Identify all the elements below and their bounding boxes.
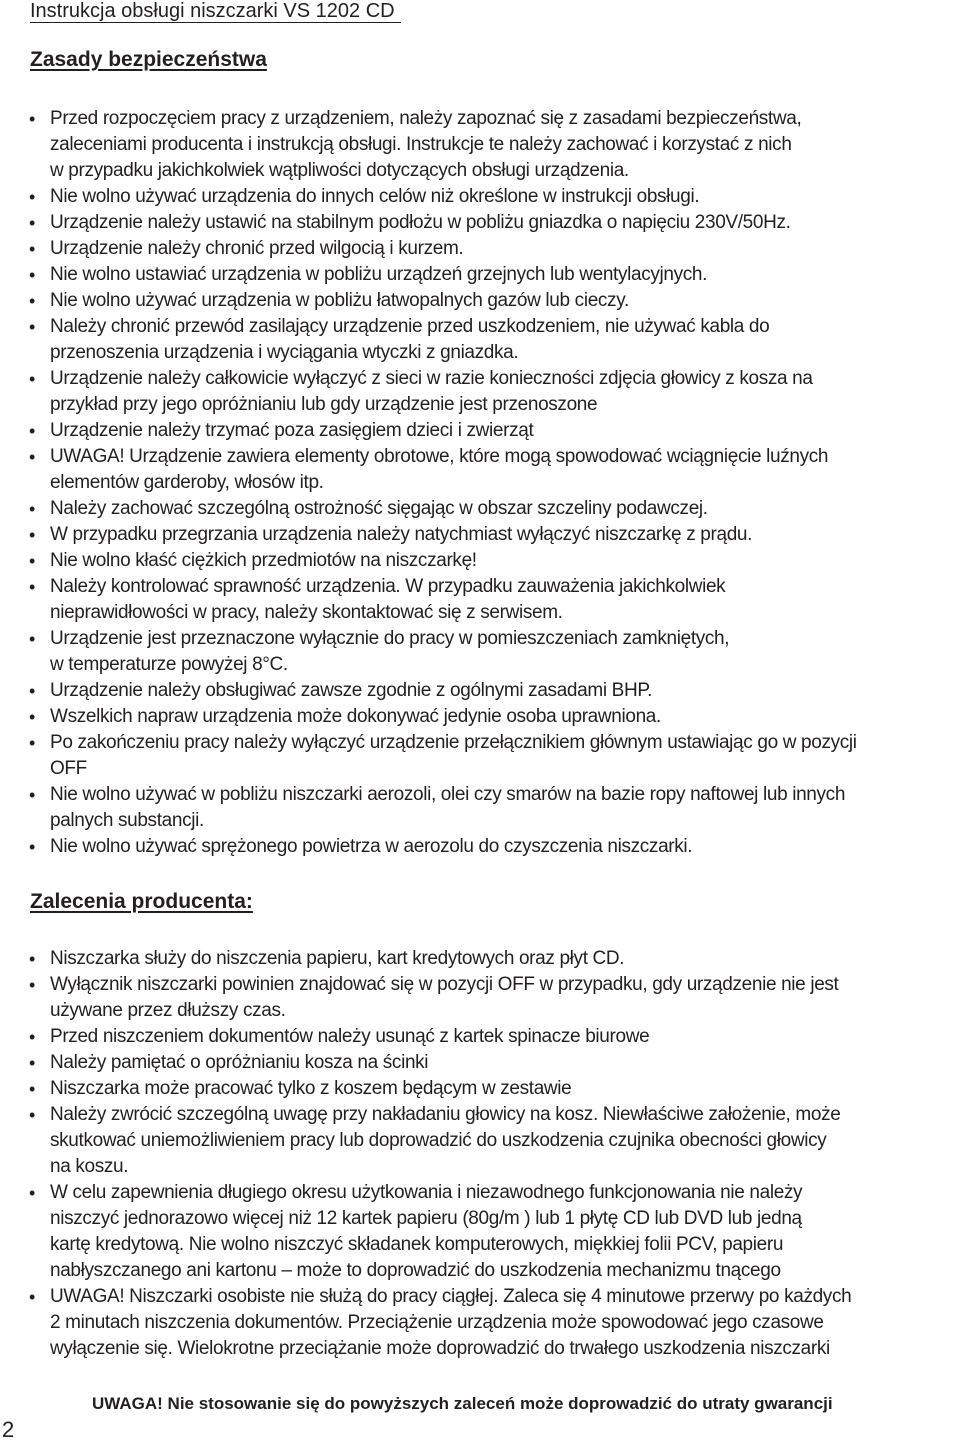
safety-item-line: • W przypadku przegrzania urządzenia należy natychmiast wyłączyć niszczarkę z prądu.	[28, 522, 956, 548]
recommendation-item-line: używane przez dłuższy czas.	[50, 1000, 286, 1021]
safety-item-line: • Nie wolno używać sprężonego powietrza w aerozolu do czyszczenia niszczarki.	[28, 834, 956, 860]
safety-item-line: • Nie wolno używać w pobliżu niszczarki aerozoli, olei czy smarów na bazie ropy naftowej lub innych	[28, 782, 956, 808]
safety-item-line: • Nie wolno używać urządzenia do innych celów niż określone w instrukcji obsługi.	[28, 184, 956, 210]
safety-item-line: elementów garderoby, włosów itp.	[50, 472, 324, 493]
safety-item-line: • Należy zachować szczególną ostrożność sięgając w obszar szczeliny podawczej.	[28, 496, 956, 522]
recommendation-item-line: niszczyć jednorazowo więcej niż 12 kartek papieru (80g/m ) lub 1 płytę CD lub DVD lub jedną	[50, 1208, 802, 1229]
safety-item-line: przykład przy jego opróżnianiu lub gdy urządzenie jest przenoszone	[50, 394, 598, 415]
safety-item-line: palnych substancji.	[50, 810, 204, 831]
safety-heading: Zasady bezpieczeństwa	[30, 48, 267, 71]
recommendation-item-line: • Należy zwrócić szczególną uwagę przy nakładaniu głowicy na kosz. Niewłaściwe założenie, może	[28, 1102, 956, 1128]
recommendation-item-line: skutkować uniemożliwieniem pracy lub doprowadzić do uszkodzenia czujnika obecności głowicy	[50, 1130, 827, 1151]
safety-item-line: w przypadku jakichkolwiek wątpliwości dotyczących obsługi urządzenia.	[50, 160, 629, 181]
recommendation-item-line: 2 minutach niszczenia dokumentów. Przeciążenie urządzenia może spowodować jego czasowe	[50, 1312, 824, 1333]
recommendation-item-line: • Niszczarka może pracować tylko z koszem będącym w zestawie	[28, 1076, 956, 1102]
recommendation-item-line: • Wyłącznik niszczarki powinien znajdować się w pozycji OFF w przypadku, gdy urządzenie nie jest	[28, 972, 956, 998]
safety-item-line: • Urządzenie należy chronić przed wilgocią i kurzem.	[28, 236, 956, 262]
safety-item-line: • Urządzenie jest przeznaczone wyłącznie do pracy w pomieszczeniach zamkniętych,	[28, 626, 956, 652]
safety-item-line: • Urządzenie należy całkowicie wyłączyć z sieci w razie konieczności zdjęcia głowicy z kosza na	[28, 366, 956, 392]
safety-list	[28, 106, 956, 860]
recommendations-list	[28, 946, 956, 1362]
safety-item-line: • UWAGA! Urządzenie zawiera elementy obrotowe, które mogą spowodować wciągnięcie luźnych	[28, 444, 956, 470]
recommendation-item-line: wyłączenie się. Wielokrotne przeciążanie może doprowadzić do trwałego uszkodzenia niszczarki	[50, 1338, 830, 1359]
safety-item-line: nieprawidłowości w pracy, należy skontaktować się z serwisem.	[50, 602, 563, 623]
safety-item-line: • Nie wolno kłaść ciężkich przedmiotów na niszczarkę!	[28, 548, 956, 574]
safety-item-line: • Nie wolno używać urządzenia w pobliżu łatwopalnych gazów lub cieczy.	[28, 288, 956, 314]
recommendation-item-line: kartę kredytową. Nie wolno niszczyć składanek komputerowych, miękkiej folii PCV, papieru	[50, 1234, 784, 1255]
page-number: 2	[2, 1417, 15, 1442]
safety-item-line: w temperaturze powyżej 8°C.	[50, 654, 288, 675]
recommendation-item-line: • W celu zapewnienia długiego okresu użytkowania i niezawodnego funkcjonowania nie należy	[28, 1180, 956, 1206]
safety-item-line: • Należy chronić przewód zasilający urządzenie przed uszkodzeniem, nie używać kabla do	[28, 314, 956, 340]
safety-item-line: • Przed rozpoczęciem pracy z urządzeniem, należy zapoznać się z zasadami bezpieczeństwa,	[28, 106, 956, 132]
recommendation-item-line: na koszu.	[50, 1156, 129, 1177]
recommendations-heading: Zalecenia producenta:	[30, 890, 253, 913]
warranty-warning: UWAGA! Nie stosowanie się do powyższych zaleceń może doprowadzić do utraty gwarancji	[92, 1394, 833, 1413]
safety-item-line: • Należy kontrolować sprawność urządzenia. W przypadku zauważenia jakichkolwiek	[28, 574, 956, 600]
safety-item-line: zaleceniami producenta i instrukcją obsługi. Instrukcje te należy zachować i korzystać z nich	[50, 134, 792, 155]
safety-item-line: • Nie wolno ustawiać urządzenia w pobliżu urządzeń grzejnych lub wentylacyjnych.	[28, 262, 956, 288]
recommendation-item-line: • Przed niszczeniem dokumentów należy usunąć z kartek spinacze biurowe	[28, 1024, 956, 1050]
safety-item-line: • Urządzenie należy trzymać poza zasięgiem dzieci i zwierząt	[28, 418, 956, 444]
recommendation-item-line: • UWAGA! Niszczarki osobiste nie służą do pracy ciągłej. Zaleca się 4 minutowe przerwy po każdych	[28, 1284, 956, 1310]
recommendation-item-line: nabłyszczanego ani kartonu – może to doprowadzić do uszkodzenia mechanizmu tnącego	[50, 1260, 781, 1281]
safety-item-line: OFF	[50, 758, 87, 779]
recommendation-item-line: • Należy pamiętać o opróżnianiu kosza na ścinki	[28, 1050, 956, 1076]
safety-item-line: • Wszelkich napraw urządzenia może dokonywać jedynie osoba uprawniona.	[28, 704, 956, 730]
recommendation-item-line: • Niszczarka służy do niszczenia papieru, kart kredytowych oraz płyt CD.	[28, 946, 956, 972]
safety-item-line: • Po zakończeniu pracy należy wyłączyć urządzenie przełącznikiem głównym ustawiając go w pozycji	[28, 730, 956, 756]
safety-item-line: przenoszenia urządzenia i wyciągania wtyczki z gniazdka.	[50, 342, 519, 363]
document-title: Instrukcja obsługi niszczarki VS 1202 CD	[30, 0, 401, 23]
safety-item-line: • Urządzenie należy obsługiwać zawsze zgodnie z ogólnymi zasadami BHP.	[28, 678, 956, 704]
safety-item-line: • Urządzenie należy ustawić na stabilnym podłożu w pobliżu gniazdka o napięciu 230V/50Hz.	[28, 210, 956, 236]
